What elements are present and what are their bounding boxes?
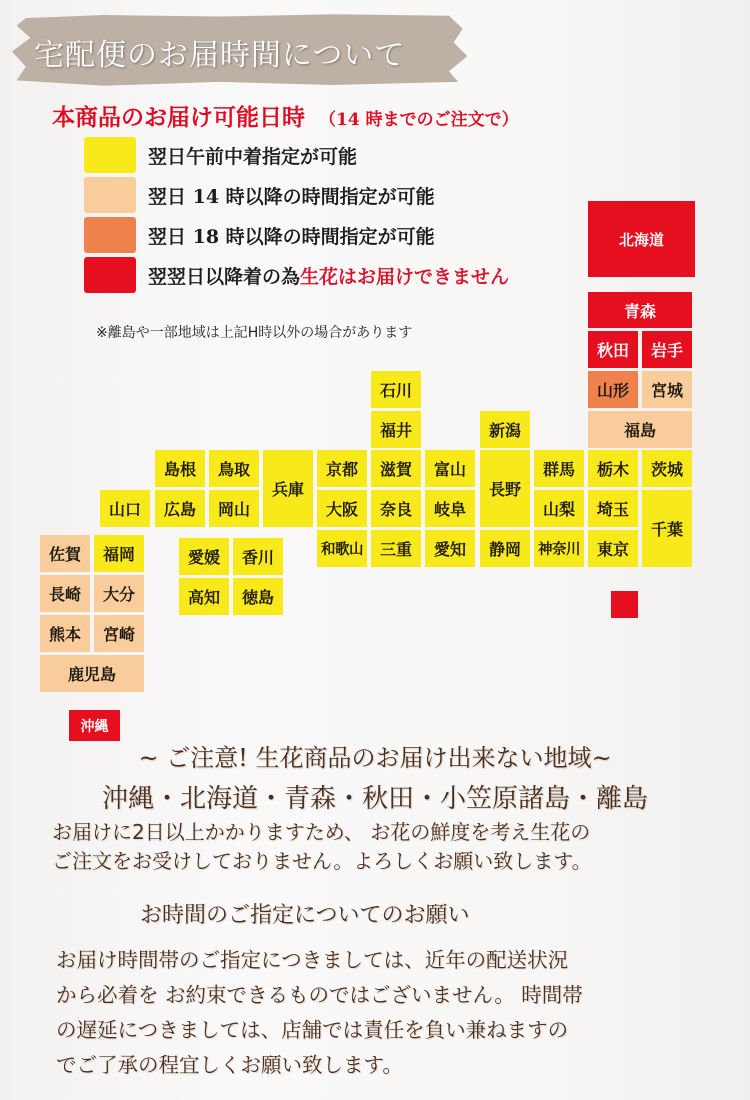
prefecture-cell: 愛媛	[179, 538, 229, 575]
request-title: お時間のご指定についてのお願い	[140, 903, 470, 928]
legend-swatch-orange	[84, 217, 136, 253]
prefecture-cell: 山形	[588, 371, 638, 408]
prefecture-cell: 三重	[371, 530, 421, 567]
legend-swatch-peach	[84, 177, 136, 213]
prefecture-cell: 青森	[588, 292, 692, 328]
prefecture-cell: 福島	[588, 411, 692, 448]
prefecture-cell: 島根	[155, 450, 205, 487]
prefecture-cell: 香川	[233, 538, 283, 575]
request-body	[56, 943, 716, 1083]
prefecture-cell: 山口	[100, 490, 150, 527]
prefecture-cell: 沖縄	[69, 710, 120, 741]
legend-item-yellow	[84, 135, 509, 175]
prefecture-cell: 大阪	[317, 490, 367, 527]
prefecture-cell: 広島	[155, 490, 205, 527]
prefecture-cell: 鳥取	[209, 450, 259, 487]
prefecture-cell: 福井	[371, 411, 421, 448]
prefecture-cell: 秋田	[588, 331, 638, 368]
subtitle-text: 本商品のお届け可能日時	[52, 104, 305, 131]
request-line: から必着を お約束できるものではございません。 時間帯	[56, 983, 583, 1007]
prefecture-cell: 茨城	[642, 450, 692, 487]
prefecture-cell: 宮崎	[94, 615, 144, 652]
prefecture-cell: 東京	[588, 530, 638, 567]
prefecture-cell: 宮城	[642, 371, 692, 408]
legend-swatch-red	[84, 257, 136, 293]
page-title: 宅配便のお届時間について	[34, 38, 406, 73]
request-line: の遅延につきましては、店舗では責任を負い兼ねますの	[56, 1018, 569, 1042]
prefecture-cell: 愛知	[425, 530, 475, 567]
prefecture-cell: 長崎	[40, 575, 90, 612]
prefecture-cell: 徳島	[233, 578, 283, 615]
prefecture-cell: 千葉	[642, 490, 692, 567]
notice-line: お届けに2日以上かかりますため、 お花の鮮度を考え生花の	[52, 820, 591, 844]
subtitle-note: （14 時までのご注文で）	[319, 110, 519, 130]
legend-item-peach	[84, 175, 509, 215]
prefecture-cell: 兵庫	[263, 450, 313, 527]
prefecture-cell: 高知	[179, 578, 229, 615]
legend-label: 翌日午前中着指定が可能	[148, 145, 358, 168]
color-legend	[84, 135, 509, 295]
prefecture-cell: 岡山	[209, 490, 259, 527]
prefecture-cell: 熊本	[40, 615, 90, 652]
prefecture-cell: 埼玉	[588, 490, 638, 527]
prefecture-cell: 京都	[317, 450, 367, 487]
prefecture-cell: 神奈川	[534, 530, 584, 567]
legend-label-highlight: 生花はお届けできません	[300, 265, 510, 288]
prefecture-cell: 滋賀	[371, 450, 421, 487]
request-line: でご了承の程宜しくお願い致します。	[56, 1053, 403, 1077]
prefecture-cell: 佐賀	[40, 535, 90, 572]
prefecture-cell: 大分	[94, 575, 144, 612]
prefecture-cell: 福岡	[94, 535, 144, 572]
prefecture-cell: 鹿児島	[40, 655, 144, 692]
prefecture-cell: 奈良	[371, 490, 421, 527]
prefecture-cell: 和歌山	[317, 530, 367, 567]
notice-line: ご注文をお受けしておりません。よろしくお願い致します。	[52, 849, 592, 873]
prefecture-cell: 岐阜	[425, 490, 475, 527]
section-subtitle	[52, 99, 519, 132]
notice-title: ~ ご注意! 生花商品のお届け出来ない地域~	[138, 744, 612, 772]
legend-label-text: 翌翌日以降着の為	[148, 265, 301, 288]
legend-item-orange	[84, 215, 509, 255]
request-line: お届け時間帯のご指定につきましては、近年の配送状況	[56, 948, 569, 972]
prefecture-cell: 岩手	[642, 331, 692, 368]
legend-label: 翌日 18 時以降の時間指定が可能	[148, 225, 435, 248]
prefecture-cell: 群馬	[534, 450, 584, 487]
prefecture-cell: 石川	[371, 371, 421, 408]
notice-body	[52, 818, 712, 876]
prefecture-cell: 北海道	[588, 201, 695, 277]
legend-swatch-yellow	[84, 137, 136, 173]
prefecture-cell: 栃木	[588, 450, 638, 487]
footnote: ※離島や一部地域は上記H時以外の場合があります	[96, 325, 413, 341]
prefecture-cell: 山梨	[534, 490, 584, 527]
prefecture-cell: 新潟	[480, 411, 530, 448]
prefecture-cell: 静岡	[480, 530, 530, 567]
prefecture-cell: 富山	[425, 450, 475, 487]
undeliverable-areas: 沖縄・北海道・青森・秋田・小笠原諸島・離島	[101, 784, 648, 814]
legend-label	[148, 262, 509, 289]
legend-label: 翌日 14 時以降の時間指定が可能	[148, 185, 435, 208]
legend-item-red	[84, 255, 509, 295]
prefecture-cell: 長野	[480, 450, 530, 527]
island-marker	[611, 591, 638, 618]
